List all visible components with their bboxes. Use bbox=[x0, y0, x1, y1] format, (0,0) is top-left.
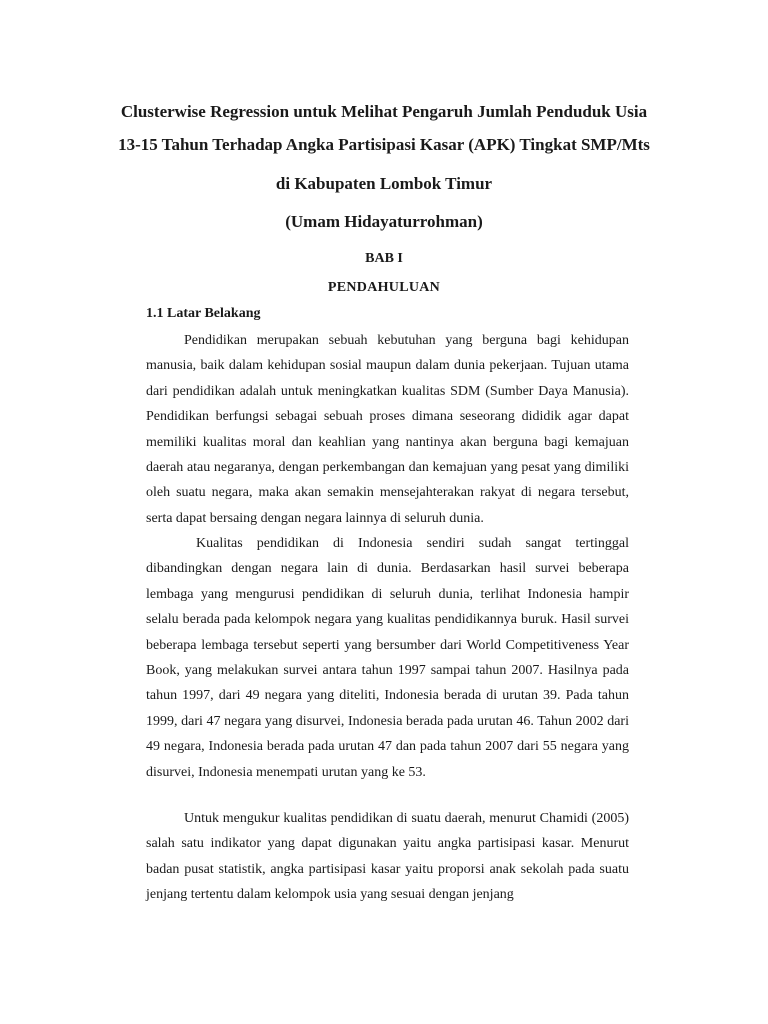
section-heading: 1.1 Latar Belakang bbox=[146, 306, 261, 321]
body-paragraph-2: Kualitas pendidikan di Indonesia sendiri sudah sangat tertinggal dibandingkan dengan negara lain di dunia. Berdasarkan hasil survei beberapa lembaga yang mengurusi pendidikan di seluruh dunia, terlihat Indonesia hampir selalu berada pada kelompok negara yang kualitas pendidikannya buruk. Hasil survei beberapa lembaga tersebut seperti yang bersumber dari World Competitiveness Year Book, yang melakukan survei antara tahun 1997 sampai tahun 2007. Hasilnya pada tahun 1997, dari 49 negara yang diteliti, Indonesia berada di urutan 39. Pada tahun 1999, dari 47 negara yang disurvei, Indonesia berada pada urutan 46. Tahun 2002 dari 49 negara, Indonesia berada pada urutan 47 dan pada tahun 2007 dari 55 negara yang disurvei, Indonesia menempati urutan yang ke 53. bbox=[146, 536, 629, 780]
document-author: (Umam Hidayaturrohman) bbox=[285, 212, 483, 231]
document-title-line-1: Clusterwise Regression untuk Melihat Pengaruh Jumlah Penduduk Usia bbox=[120, 102, 648, 121]
document-title-line-2: 13-15 Tahun Terhadap Angka Partisipasi Kasar (APK) Tingkat SMP/Mts bbox=[118, 135, 650, 154]
chapter-title: PENDAHULUAN bbox=[327, 280, 441, 295]
body-paragraph-1: Pendidikan merupakan sebuah kebutuhan yang berguna bagi kehidupan manusia, baik dalam kehidupan sosial maupun dalam dunia pekerjaan. Tujuan utama dari pendidikan adalah untuk meningkatkan kualitas SDM (Sumber Daya Manusia). Pendidikan berfungsi sebagai sebuah proses dimana seseorang dididik agar dapat memiliki kualitas moral dan keahlian yang nantinya akan berguna bagi kemajuan daerah atau negaranya, dengan perkembangan dan kemajuan yang pesat yang dimiliki oleh suatu negara, maka akan semakin mensejahterakan rakyat di negara tersebut, serta dapat bersaing dengan negara lainnya di seluruh dunia. bbox=[146, 333, 629, 526]
body-paragraph-3: Untuk mengukur kualitas pendidikan di suatu daerah, menurut Chamidi (2005) salah satu indikator yang dapat digunakan yaitu angka partisipasi kasar. Menurut badan pusat statistik, angka partisipasi kasar yaitu proporsi anak sekolah pada suatu jenjang tertentu dalam kelompok usia yang sesuai dengan jenjang bbox=[146, 811, 629, 903]
document-title-line-3: di Kabupaten Lombok Timur bbox=[275, 174, 493, 193]
chapter-number: BAB I bbox=[365, 251, 403, 266]
